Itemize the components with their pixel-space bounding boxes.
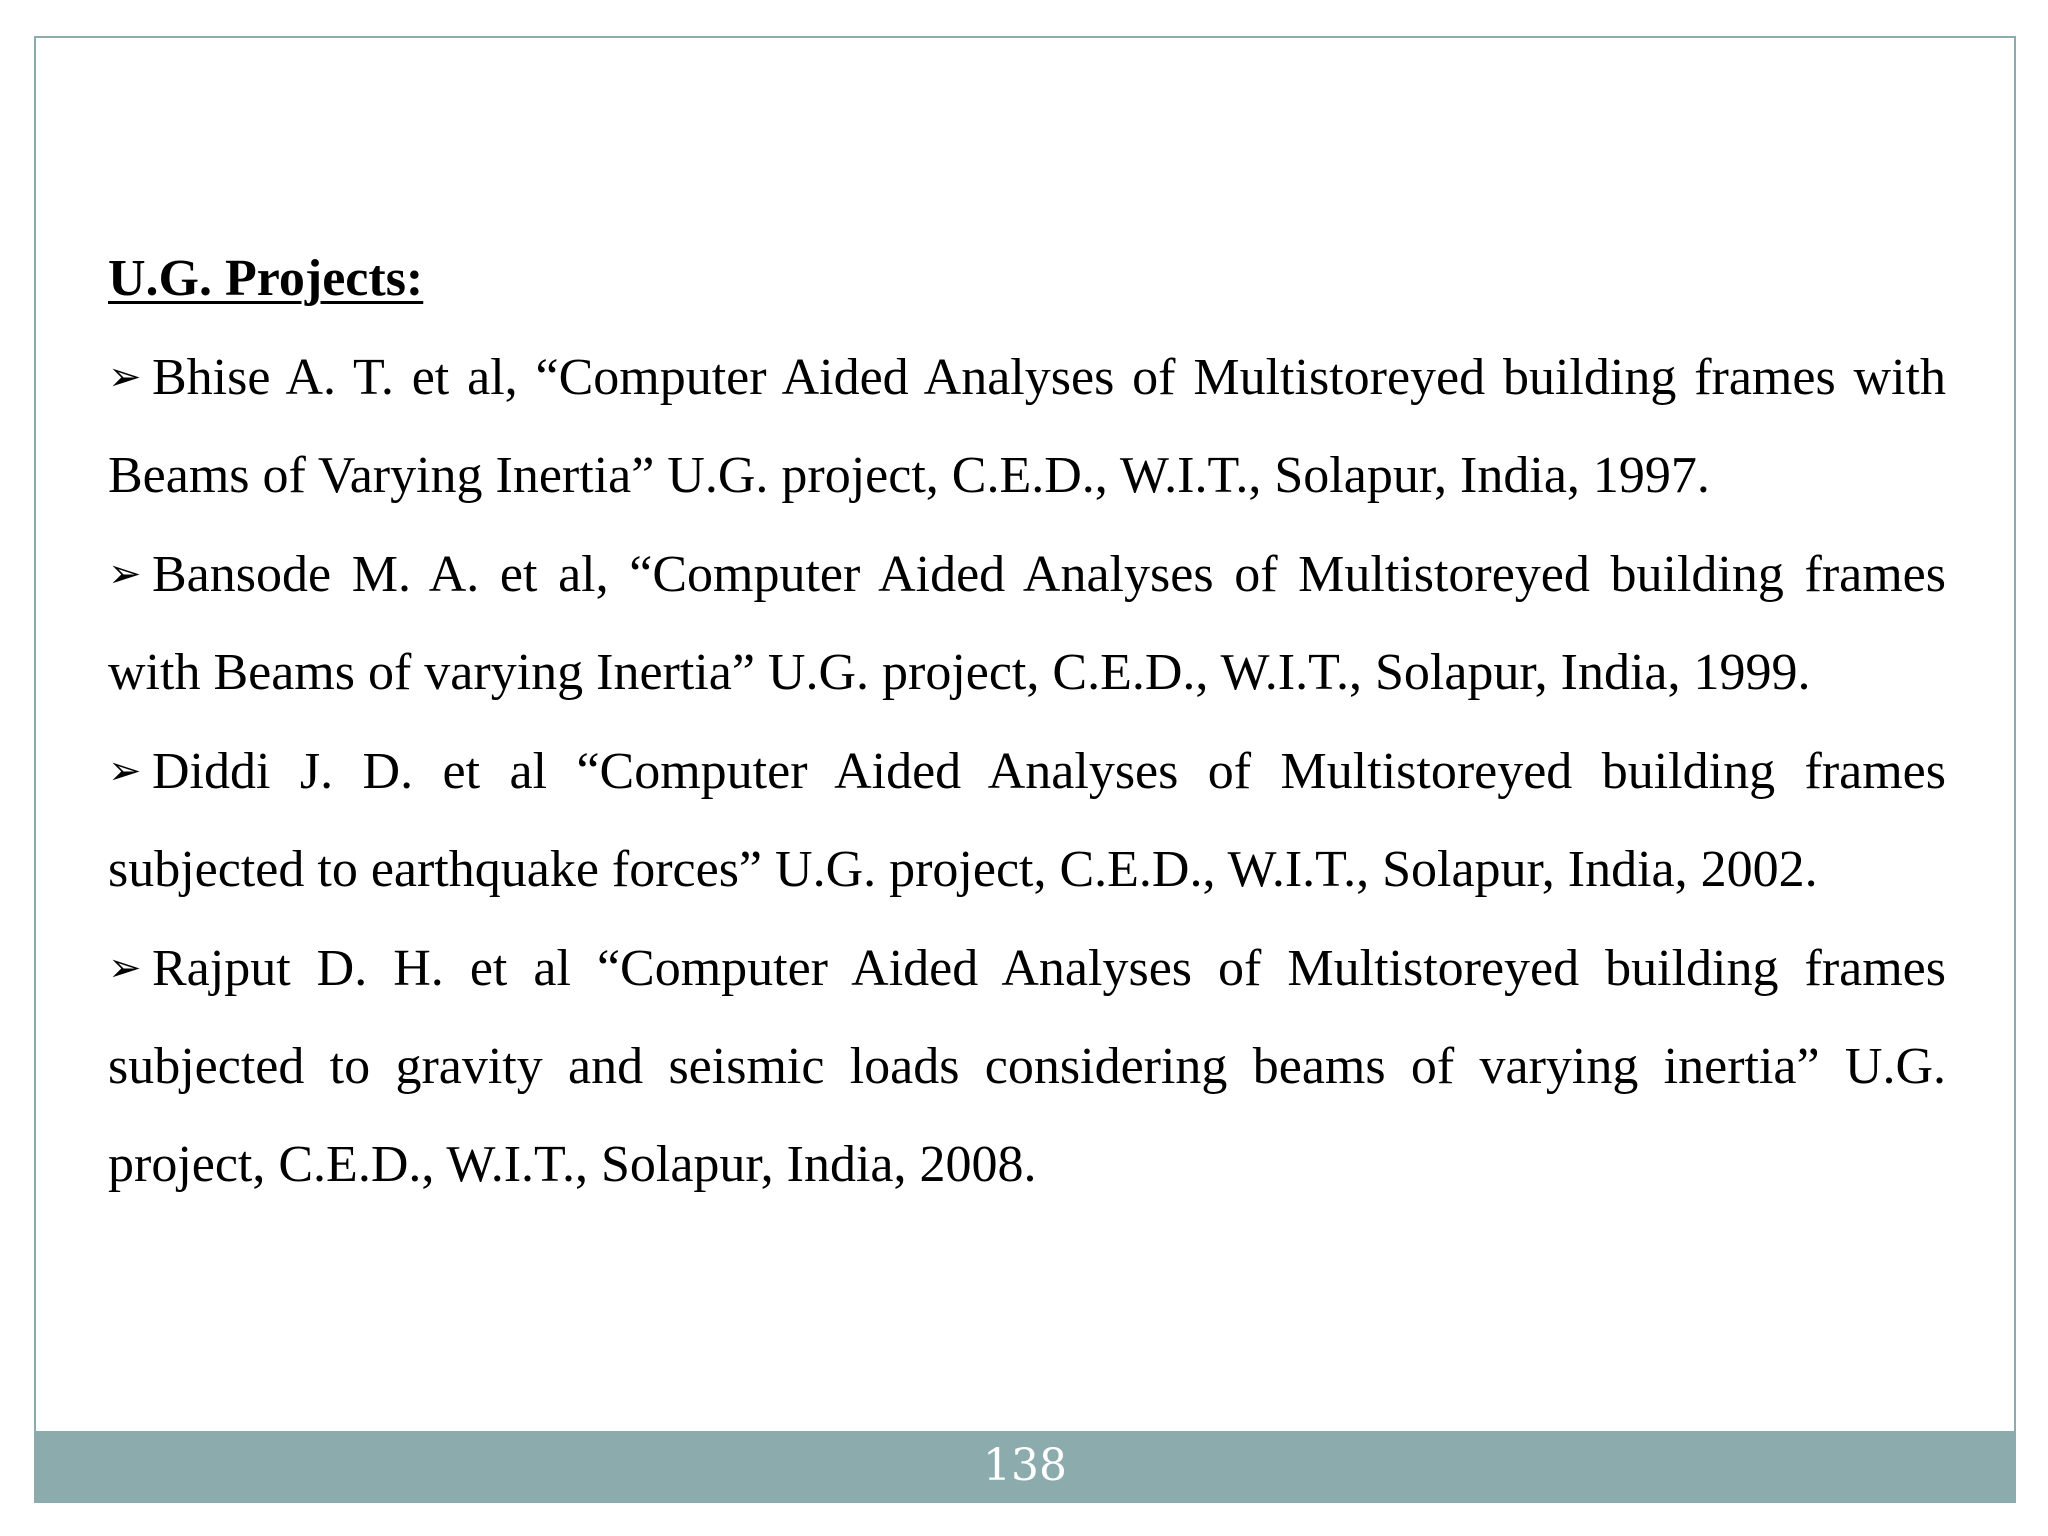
arrow-bullet-icon: ➢ <box>108 945 142 991</box>
footer-bar <box>36 1431 2014 1501</box>
arrow-bullet-icon: ➢ <box>108 748 142 794</box>
page-number: 138 <box>983 1440 1067 1491</box>
reference-item <box>108 722 1946 919</box>
reference-item <box>108 919 1946 1214</box>
section-heading: U.G. Projects: <box>108 250 424 307</box>
reference-text: Diddi J. D. et al “Computer Aided Analyses of Multistoreyed building frames subjected to earthquake forces” U.G. project, C.E.D., W.I.T., Solapur, India, 2002. <box>108 743 1946 898</box>
arrow-bullet-icon: ➢ <box>108 551 142 597</box>
reference-item <box>108 328 1946 525</box>
arrow-bullet-icon: ➢ <box>108 354 142 400</box>
slide-content <box>108 230 1946 1214</box>
reference-item <box>108 525 1946 722</box>
reference-text: Bhise A. T. et al, “Computer Aided Analyses of Multistoreyed building frames with Beams of Varying Inertia” U.G. project, C.E.D., W.I.T., Solapur, India, 1997. <box>108 349 1946 504</box>
reference-text: Rajput D. H. et al “Computer Aided Analyses of Multistoreyed building frames subjected to gravity and seismic loads considering beams of varying inertia” U.G. project, C.E.D., W.I.T., Solapur, India, 2008. <box>108 940 1946 1193</box>
reference-text: Bansode M. A. et al, “Computer Aided Analyses of Multistoreyed building frames with Beams of varying Inertia” U.G. project, C.E.D., W.I.T., Solapur, India, 1999. <box>108 546 1946 701</box>
slide <box>34 36 2016 1503</box>
